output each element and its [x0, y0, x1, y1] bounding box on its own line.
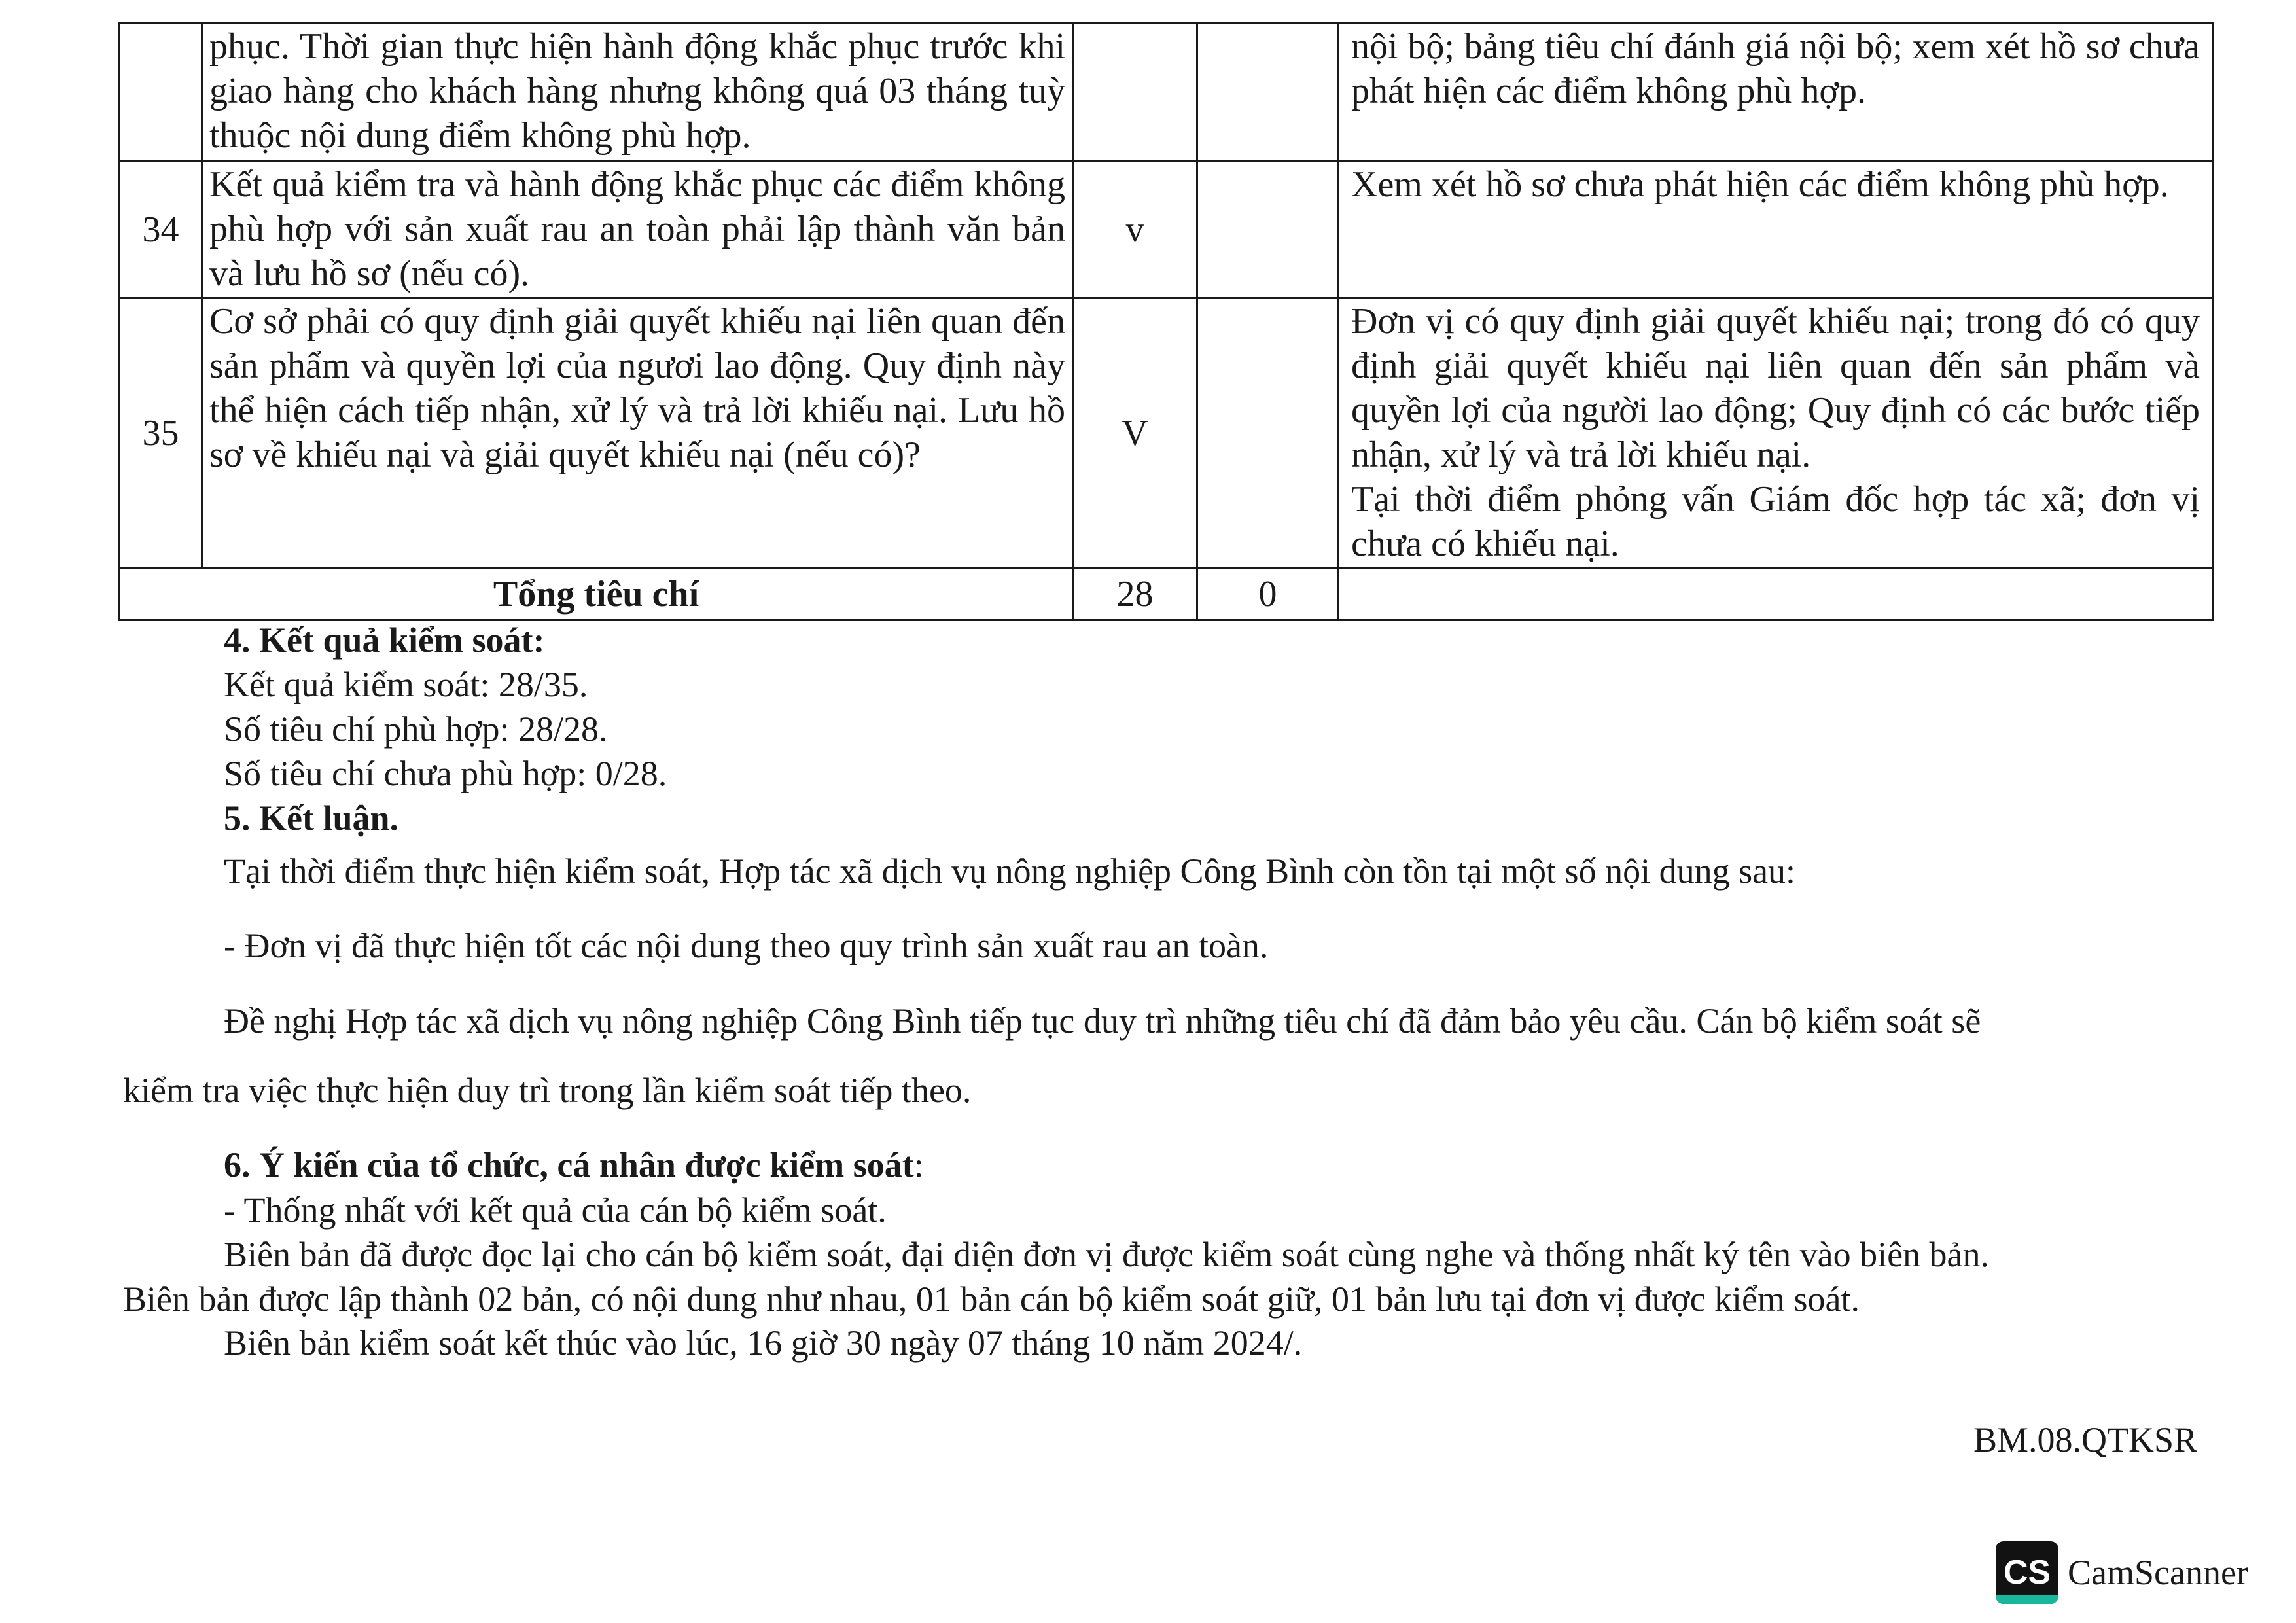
- evidence-line: Tại thời điểm phỏng vấn Giám đốc hợp tác xã; đơn vị chưa có khiếu nại.: [1351, 479, 2200, 564]
- criterion-number: 34: [120, 162, 202, 298]
- table-row: [120, 24, 2213, 162]
- form-code: BM.08.QTKSR: [1973, 1420, 2198, 1459]
- criterion-requirement: phục. Thời gian thực hiện hành động khắc phục trước khi giao hàng cho khách hàng nhưng không quá 03 tháng tuỳ thuộc nội dung điểm không phù hợp.: [202, 24, 1073, 162]
- section4-fail-count: Số tiêu chí chưa phù hợp: 0/28.: [224, 754, 667, 793]
- total-empty-cell: [1339, 569, 2213, 620]
- section6-heading-suffix: :: [913, 1145, 924, 1185]
- section5-proposal-line1: Đề nghị Hợp tác xã dịch vụ nông nghiệp Công Bình tiếp tục duy trì những tiêu chí đã đảm bảo yêu cầu. Cán bộ kiểm soát sẽ: [224, 1001, 1981, 1041]
- section4-heading: 4. Kết quả kiểm soát:: [224, 620, 545, 660]
- total-fail-count: 0: [1197, 569, 1339, 620]
- criterion-pass-mark: [1073, 24, 1197, 162]
- camscanner-logo-icon: [1996, 1541, 2058, 1604]
- table-total-row: [120, 569, 2213, 620]
- criteria-table: [118, 22, 2214, 621]
- table-row: [120, 162, 2213, 298]
- criterion-number: 35: [120, 298, 202, 569]
- section5-heading: 5. Kết luận.: [224, 798, 399, 838]
- section6-heading-line: [224, 1144, 924, 1186]
- section6-end-line: Biên bản kiểm soát kết thúc vào lúc, 16 giờ 30 ngày 07 tháng 10 năm 2024/.: [224, 1323, 1303, 1363]
- criterion-evidence: nội bộ; bảng tiêu chí đánh giá nội bộ; xem xét hồ sơ chưa phát hiện các điểm không phù hợp.: [1339, 24, 2213, 162]
- camscanner-watermark: [1996, 1541, 2248, 1604]
- section5-intro: Tại thời điểm thực hiện kiểm soát, Hợp tác xã dịch vụ nông nghiệp Công Bình còn tồn tại một số nội dung sau:: [224, 851, 1796, 891]
- section4-result: Kết quả kiểm soát: 28/35.: [224, 665, 588, 704]
- criterion-number: [120, 24, 202, 162]
- total-label: Tổng tiêu chí: [120, 569, 1073, 620]
- criterion-requirement: Kết quả kiểm tra và hành động khắc phục các điểm không phù hợp với sản xuất rau an toàn phải lập thành văn bản và lưu hồ sơ (nếu có).: [202, 162, 1073, 298]
- section6-heading: 6. Ý kiến của tổ chức, cá nhân được kiểm soát: [224, 1145, 914, 1185]
- table-row: [120, 298, 2213, 569]
- camscanner-logo-text: CS: [2003, 1554, 2051, 1592]
- criterion-requirement: Cơ sở phải có quy định giải quyết khiếu nại liên quan đến sản phẩm và quyền lợi của ngươi lao động. Quy định này thể hiện cách tiếp nhận, xử lý và trả lời khiếu nại. Lưu hồ sơ về khiếu nại và giải quyết khiếu nại (nếu có)?: [202, 298, 1073, 569]
- criterion-pass-mark: v: [1073, 162, 1197, 298]
- section4-pass-count: Số tiêu chí phù hợp: 28/28.: [224, 709, 608, 749]
- section5-bullet: - Đơn vị đã thực hiện tốt các nội dung theo quy trình sản xuất rau an toàn.: [224, 926, 1269, 965]
- section6-read-line1: Biên bản đã được đọc lại cho cán bộ kiểm soát, đại diện đơn vị được kiểm soát cùng nghe và thống nhất ký tên vào biên bản.: [224, 1235, 1990, 1274]
- section6-bullet: - Thống nhất với kết quả của cán bộ kiểm soát.: [224, 1190, 887, 1230]
- section6-read-line2: Biên bản được lập thành 02 bản, có nội dung như nhau, 01 bản cán bộ kiểm soát giữ, 01 bản lưu tại đơn vị được kiểm soát.: [123, 1279, 1860, 1319]
- criterion-fail-mark: [1197, 162, 1339, 298]
- criterion-fail-mark: [1197, 298, 1339, 569]
- camscanner-name: CamScanner: [2068, 1553, 2248, 1592]
- total-pass-count: 28: [1073, 569, 1197, 620]
- criterion-evidence: Xem xét hồ sơ chưa phát hiện các điểm không phù hợp.: [1339, 162, 2213, 298]
- criterion-fail-mark: [1197, 24, 1339, 162]
- evidence-line: Đơn vị có quy định giải quyết khiếu nại; trong đó có quy định giải quyết khiếu nại liên quan đến sản phẩm và quyền lợi của người lao động; Quy định có các bước tiếp nhận, xử lý và trả lời khiếu nại.: [1351, 301, 2200, 475]
- criterion-evidence: [1339, 298, 2213, 569]
- criterion-pass-mark: V: [1073, 298, 1197, 569]
- section5-proposal-line2: kiểm tra việc thực hiện duy trì trong lần kiểm soát tiếp theo.: [123, 1071, 972, 1110]
